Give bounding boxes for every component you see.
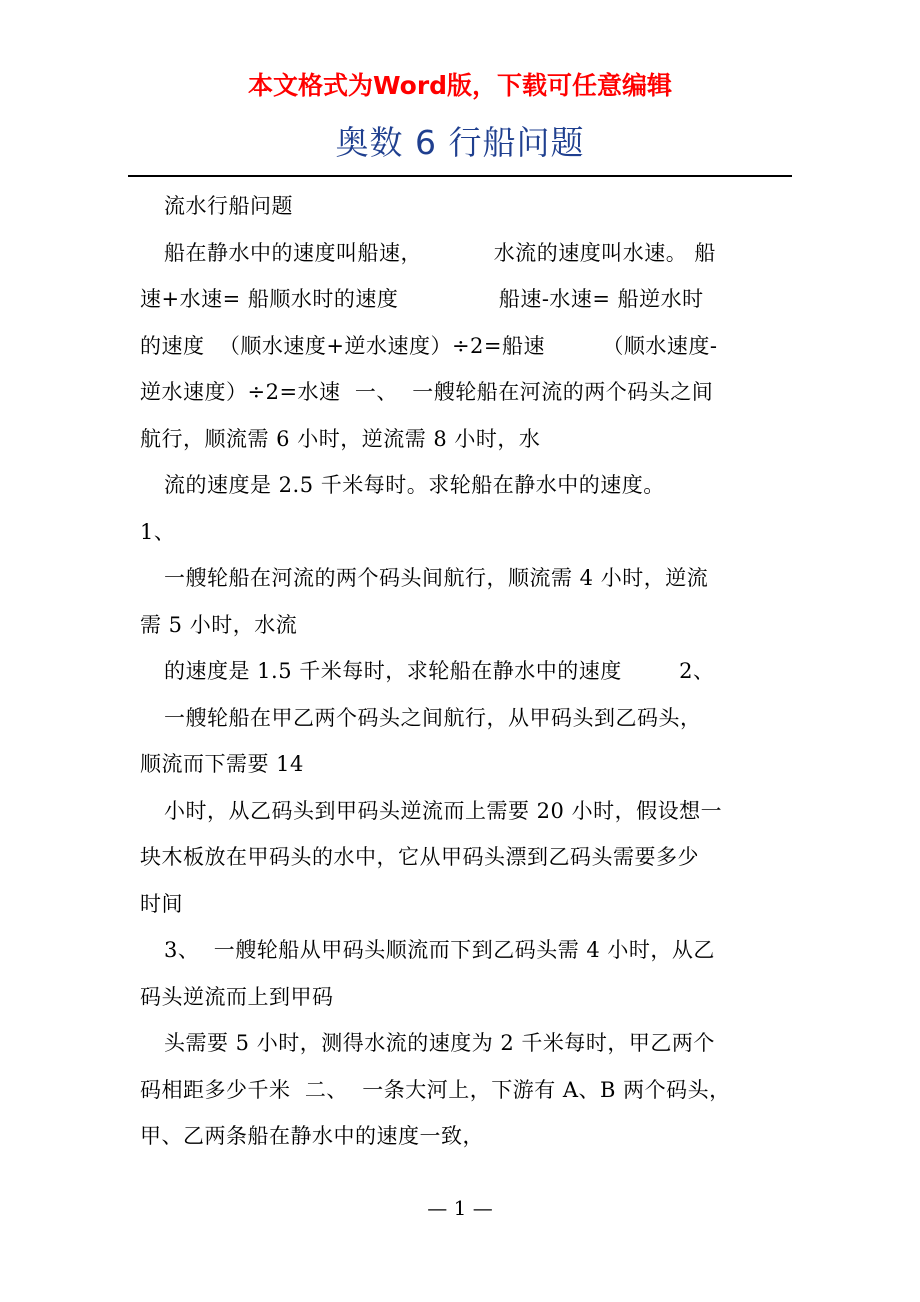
title-divider xyxy=(128,175,792,177)
section-heading: 流水行船问题 xyxy=(164,194,293,218)
paragraph-line: 块木板放在甲码头的水中，它从甲码头漂到乙码头需要多少 xyxy=(140,845,699,869)
paragraph-line: 船在静水中的速度叫船速， 水流的速度叫水速。 船 xyxy=(164,240,716,265)
paragraph-line: 的速度是 1.5 千米每时，求轮船在静水中的速度 2、 xyxy=(164,659,715,683)
problem-number: 1、 xyxy=(140,519,176,544)
format-notice: 本文格式为Word版，下载可任意编辑 xyxy=(247,71,673,100)
document-body xyxy=(140,183,782,1160)
paragraph-line: 头需要 5 小时，测得水流的速度为 2 千米每时，甲乙两个 xyxy=(164,1031,715,1055)
paragraph-line: 逆水速度）÷2=水速 一、 一艘轮船在河流的两个码头之间 xyxy=(140,380,714,404)
paragraph-line: 速+水速= 船顺水时的速度 船速-水速= 船逆水时 xyxy=(140,287,704,311)
paragraph-line: 码头逆流而上到甲码 xyxy=(140,984,334,1009)
paragraph-line: 码相距多少千米 二、 一条大河上，下游有 A、B 两个码头， xyxy=(140,1077,731,1102)
paragraph-line: 的速度 （顺水速度+逆水速度）÷2=船速 （顺水速度- xyxy=(140,333,718,358)
paragraph-line: 一艘轮船在甲乙两个码头之间航行，从甲码头到乙码头， xyxy=(164,705,702,730)
paragraph-line: 时间 xyxy=(140,891,183,916)
paragraph-line: 需 5 小时，水流 xyxy=(140,612,298,637)
document-title: 奥数 6 行船问题 xyxy=(335,123,585,162)
paragraph-line: 3、 一艘轮船从甲码头顺流而下到乙码头需 4 小时，从乙 xyxy=(164,938,715,962)
page-number: — 1 — xyxy=(427,1196,493,1220)
paragraph-line: 流的速度是 2.5 千米每时。求轮船在静水中的速度。 xyxy=(164,473,665,497)
paragraph-line: 顺流而下需要 14 xyxy=(140,752,304,776)
paragraph-line: 小时，从乙码头到甲码头逆流而上需要 20 小时，假设想一 xyxy=(164,798,723,823)
paragraph-line: 一艘轮船在河流的两个码头间航行，顺流需 4 小时，逆流 xyxy=(164,566,709,590)
paragraph-line: 航行，顺流需 6 小时，逆流需 8 小时，水 xyxy=(140,426,541,451)
paragraph-line: 甲、乙两条船在静水中的速度一致， xyxy=(140,1124,484,1148)
